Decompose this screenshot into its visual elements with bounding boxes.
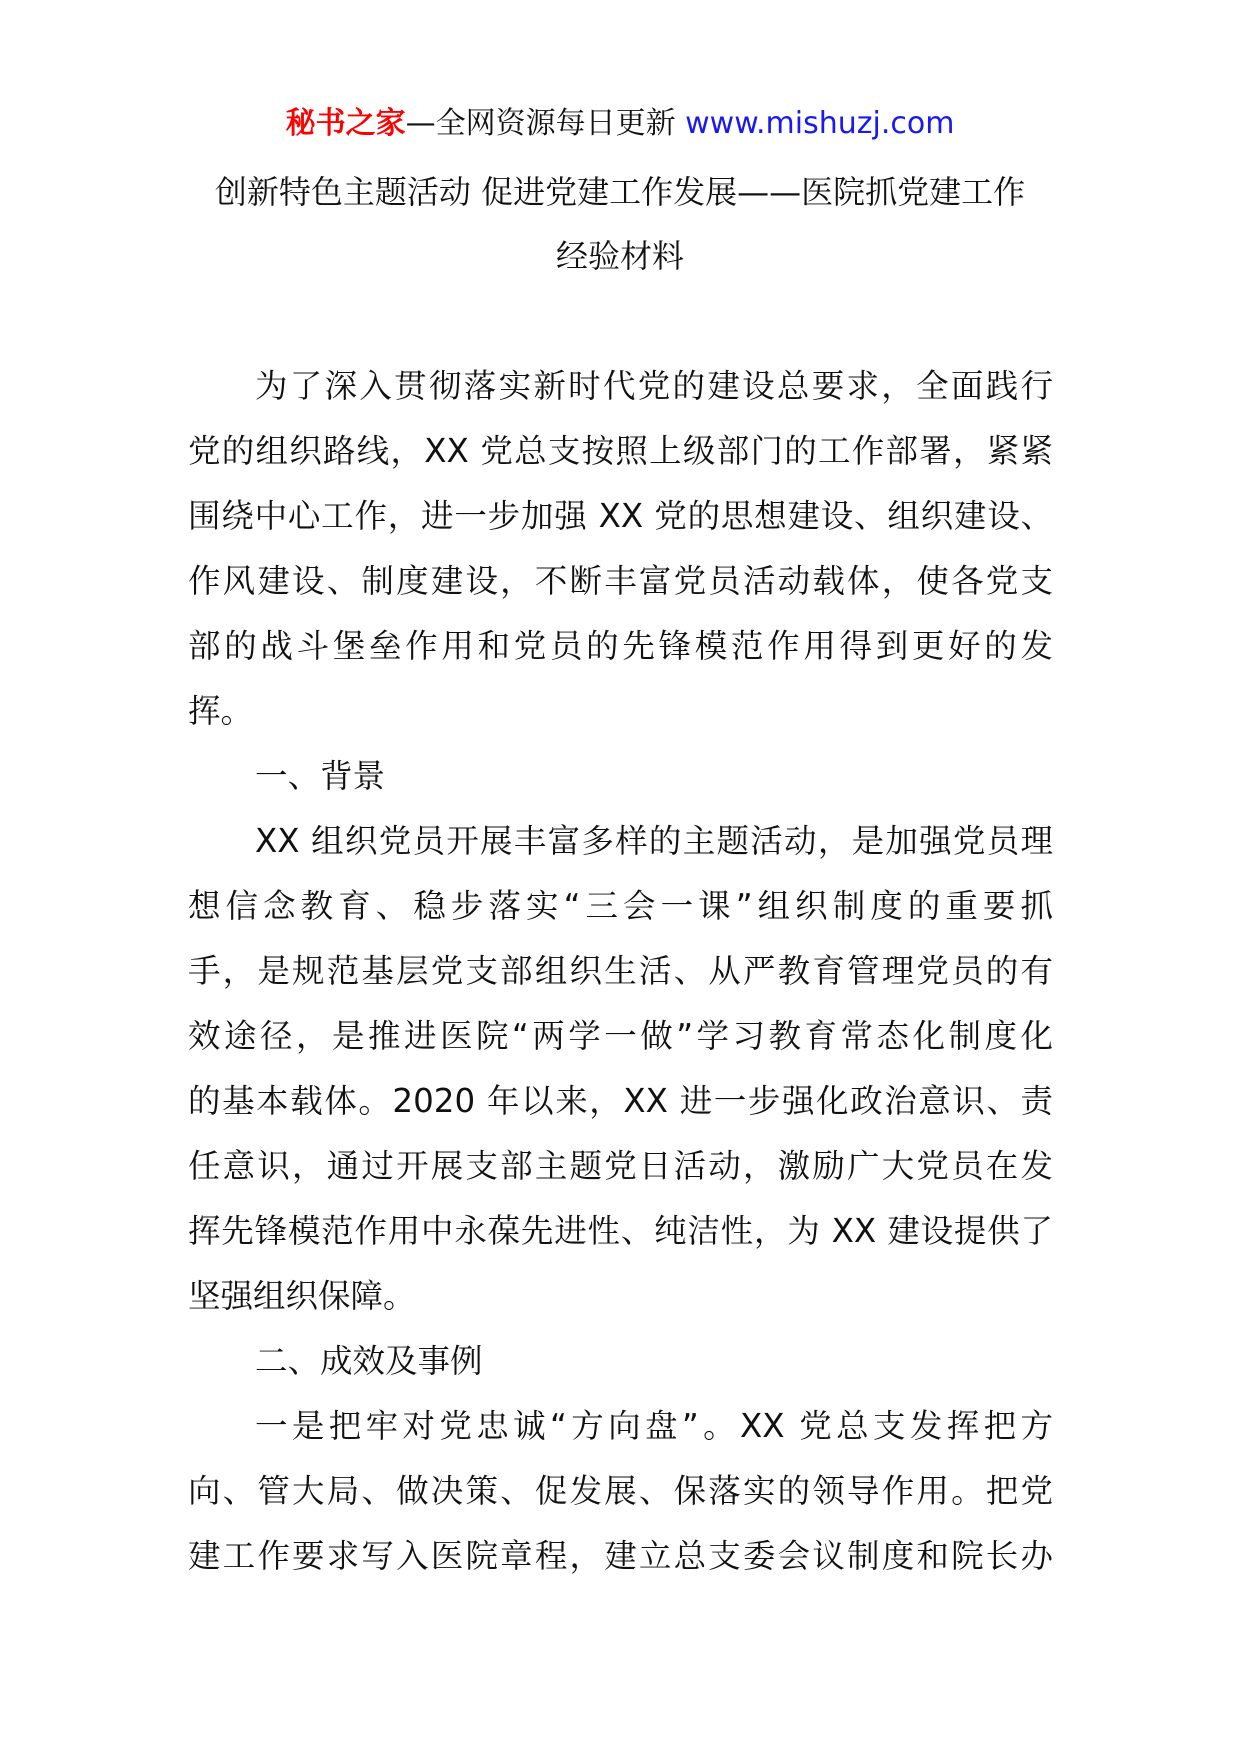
site-brand: 秘书之家 — [285, 106, 406, 141]
paragraph-line: 手，是规范基层党支部组织生活、从严教育管理党员的有 — [188, 952, 1053, 990]
site-header — [0, 100, 1240, 148]
paragraph-line: 效途径，是推进医院“两学一做”学习教育常态化制度化 — [188, 1017, 1053, 1055]
document-body — [188, 354, 1053, 1589]
paragraph-line: 党的组织路线，XX 党总支按照上级部门的工作部署，紧紧 — [188, 432, 1053, 470]
paragraph-line: 建工作要求写入医院章程，建立总支委会议制度和院长办 — [188, 1537, 1053, 1575]
section-heading-results: 二、成效及事例 — [255, 1342, 483, 1380]
paragraph-line: XX 组织党员开展丰富多样的主题活动，是加强党员理 — [255, 822, 1053, 860]
paragraph-line: 围绕中心工作，进一步加强 XX 党的思想建设、组织建设、 — [188, 497, 1053, 535]
site-tagline: —全网资源每日更新 — [405, 106, 676, 141]
site-url-link[interactable]: www.mishuzj.com — [685, 106, 955, 141]
paragraph-line: 部的战斗堡垒作用和党员的先锋模范作用得到更好的发 — [188, 627, 1053, 665]
paragraph-line: 作风建设、制度建设，不断丰富党员活动载体，使各党支 — [188, 562, 1053, 600]
paragraph-line: 坚强组织保障。 — [188, 1277, 416, 1315]
paragraph-line: 任意识，通过开展支部主题党日活动，激励广大党员在发 — [188, 1147, 1053, 1185]
paragraph-line: 的基本载体。2020 年以来，XX 进一步强化政治意识、责 — [188, 1082, 1053, 1120]
document-title — [150, 160, 1090, 288]
paragraph-line: 想信念教育、稳步落实“三会一课”组织制度的重要抓 — [188, 887, 1053, 925]
title-line-1: 创新特色主题活动 促进党建工作发展——医院抓党建工作 — [214, 173, 1026, 211]
paragraph-line: 挥。 — [188, 692, 254, 730]
section-heading-background: 一、背景 — [255, 757, 386, 795]
title-line-2: 经验材料 — [555, 237, 684, 275]
paragraph-line: 向、管大局、做决策、促发展、保落实的领导作用。把党 — [188, 1472, 1053, 1510]
paragraph-line: 为了深入贯彻落实新时代党的建设总要求，全面践行 — [255, 367, 1053, 405]
paragraph-line: 一是把牢对党忠诚“方向盘”。XX 党总支发挥把方 — [255, 1407, 1053, 1445]
paragraph-line: 挥先锋模范作用中永葆先进性、纯洁性，为 XX 建设提供了 — [188, 1212, 1053, 1250]
